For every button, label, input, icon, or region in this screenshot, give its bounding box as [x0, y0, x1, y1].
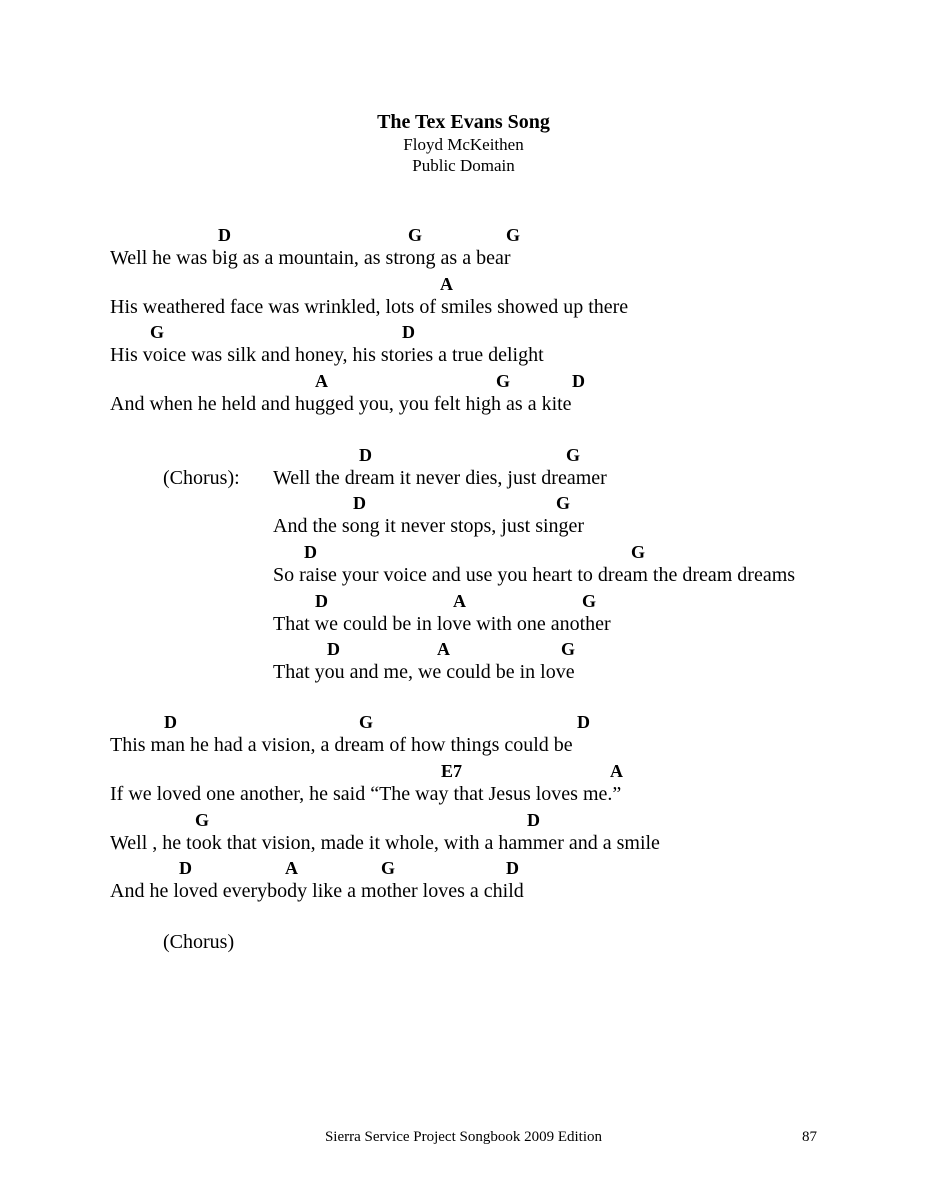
verse-line: [110, 224, 521, 270]
chord: D: [304, 542, 317, 562]
chord: D: [164, 712, 177, 732]
chord: G: [556, 493, 571, 513]
chord: G: [381, 858, 396, 878]
verse-line: [110, 809, 660, 855]
chord: D: [315, 591, 328, 611]
lyric-line: His voice was silk and honey, his stories a true delight: [110, 344, 544, 366]
lyric-line: That we could be in love with one another: [273, 613, 611, 635]
chord: G: [408, 225, 423, 245]
lyric-line: Well , he took that vision, made it whole, with a hammer and a smile: [110, 832, 660, 854]
chord: G: [359, 712, 374, 732]
chord: D: [577, 712, 590, 732]
chord: D: [402, 322, 415, 342]
song-license: Public Domain: [412, 156, 515, 175]
lyric-line: If we loved one another, he said “The way that Jesus loves me.”: [110, 783, 622, 805]
chorus-line: [273, 541, 795, 587]
chord: A: [437, 639, 450, 659]
chord: D: [327, 639, 340, 659]
verse-line: [110, 321, 544, 367]
lyric-line: Well he was big as a mountain, as strong as a bear: [110, 247, 511, 269]
chorus-line: [273, 444, 607, 490]
lyric-line: So raise your voice and use you heart to dream the dream dreams: [273, 564, 796, 586]
chorus-repeat: (Chorus): [163, 931, 235, 953]
chorus-line: [273, 492, 584, 538]
verse-line: [110, 370, 585, 416]
verse-line: [110, 760, 621, 806]
chord: A: [285, 858, 298, 878]
footer-book-title: Sierra Service Project Songbook 2009 Edition: [324, 1129, 603, 1145]
chord: G: [631, 542, 646, 562]
chord: D: [179, 858, 192, 878]
song-author: Floyd McKeithen: [403, 135, 524, 154]
chord: D: [218, 225, 231, 245]
chord: E7: [441, 761, 463, 781]
chord: D: [572, 371, 585, 391]
chord: G: [195, 810, 210, 830]
song-title: The Tex Evans Song: [377, 111, 550, 133]
lyric-line: That you and me, we could be in love: [273, 661, 575, 683]
chorus-line: [273, 638, 575, 684]
chord: D: [527, 810, 540, 830]
verse-line: [110, 857, 524, 903]
chord: A: [440, 274, 453, 294]
lyric-line: Well the dream it never dies, just dreamer: [273, 467, 607, 489]
lyric-line: This man he had a vision, a dream of how things could be: [110, 734, 573, 756]
lyric-line: And the song it never stops, just singer: [273, 515, 585, 537]
lyric-line: And when he held and hugged you, you felt high as a kite: [110, 393, 572, 415]
chord: A: [610, 761, 623, 781]
chord: G: [566, 445, 581, 465]
verse-line: [110, 273, 628, 319]
chord: A: [315, 371, 328, 391]
lyric-line: And he loved everybody like a mother loves a child: [110, 880, 524, 902]
chord: D: [359, 445, 372, 465]
chord: D: [506, 858, 519, 878]
chord: G: [150, 322, 165, 342]
chord: G: [561, 639, 576, 659]
chord: D: [353, 493, 366, 513]
verse-line: [110, 711, 590, 757]
chord: A: [453, 591, 466, 611]
chord: G: [506, 225, 521, 245]
lyric-line: His weathered face was wrinkled, lots of smiles showed up there: [110, 296, 629, 318]
chord: G: [582, 591, 597, 611]
chord: G: [496, 371, 511, 391]
chorus-line: [273, 590, 611, 636]
song-header: [0, 110, 927, 176]
chorus-label: (Chorus):: [163, 467, 240, 489]
page-number: 87: [802, 1129, 817, 1145]
